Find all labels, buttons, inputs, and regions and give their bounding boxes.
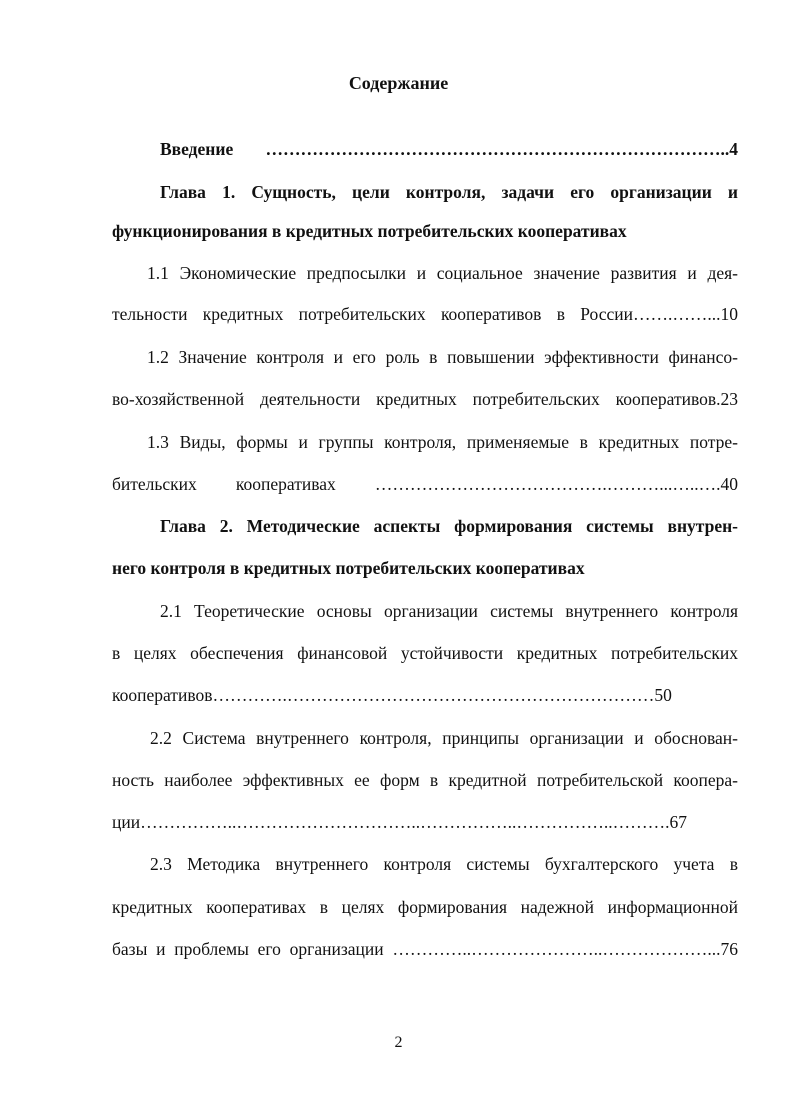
- toc-section-2-3-line-2: кредитных кооперативах в целях формирования надежной информационной: [112, 897, 738, 917]
- toc-section-2-1-line-1: 2.1 Теоретические основы организации системы внутреннего контроля: [160, 601, 738, 621]
- toc-section-1-2-line-2: во-хозяйственной деятельности кредитных потребительских кооперативов.23: [112, 389, 738, 409]
- toc-section-2-2-line-2: ность наиболее эффективных ее форм в кредитной потребительской коопера-: [112, 770, 738, 790]
- toc-section-1-3-line-1: 1.3 Виды, формы и группы контроля, применяемые в кредитных потре-: [147, 432, 738, 452]
- toc-entry-intro: Введение ……………………………………………………………………..4: [160, 139, 738, 159]
- toc-section-2-3-line-3: базы и проблемы его организации …………..…………………..………………...76: [112, 939, 738, 959]
- toc-section-1-1-line-1: 1.1 Экономические предпосылки и социальное значение развития и дея-: [147, 263, 738, 283]
- toc-section-2-2-line-1: 2.2 Система внутреннего контроля, принципы организации и обоснован-: [150, 728, 738, 748]
- toc-section-2-2-line-3: ции……………..…………………………..……………..……………..……….67: [112, 812, 687, 832]
- toc-chapter-1-heading-line-2: функционирования в кредитных потребительских кооперативах: [112, 221, 627, 241]
- toc-chapter-1-heading-line-1: Глава 1. Сущность, цели контроля, задачи его организации и: [160, 182, 738, 202]
- toc-section-1-3-line-2: бительских кооперативах ………………………………….………...…..….40: [112, 474, 738, 494]
- page-number: 2: [394, 1034, 403, 1051]
- toc-section-2-3-line-1: 2.3 Методика внутреннего контроля системы бухгалтерского учета в: [150, 854, 738, 874]
- toc-chapter-2-heading-line-1: Глава 2. Методические аспекты формирования системы внутрен-: [160, 516, 738, 536]
- toc-chapter-2-heading-line-2: него контроля в кредитных потребительских кооперативах: [112, 558, 585, 578]
- toc-section-2-1-line-2: в целях обеспечения финансовой устойчивости кредитных потребительских: [112, 643, 738, 663]
- page-title: Содержание: [348, 73, 449, 93]
- toc-section-2-1-line-3: кооперативов………….………………………………………………………50: [112, 685, 672, 705]
- toc-section-1-1-line-2: тельности кредитных потребительских кооперативов в России…….……...10: [112, 304, 738, 324]
- toc-section-1-2-line-1: 1.2 Значение контроля и его роль в повышении эффективности финансо-: [147, 347, 738, 367]
